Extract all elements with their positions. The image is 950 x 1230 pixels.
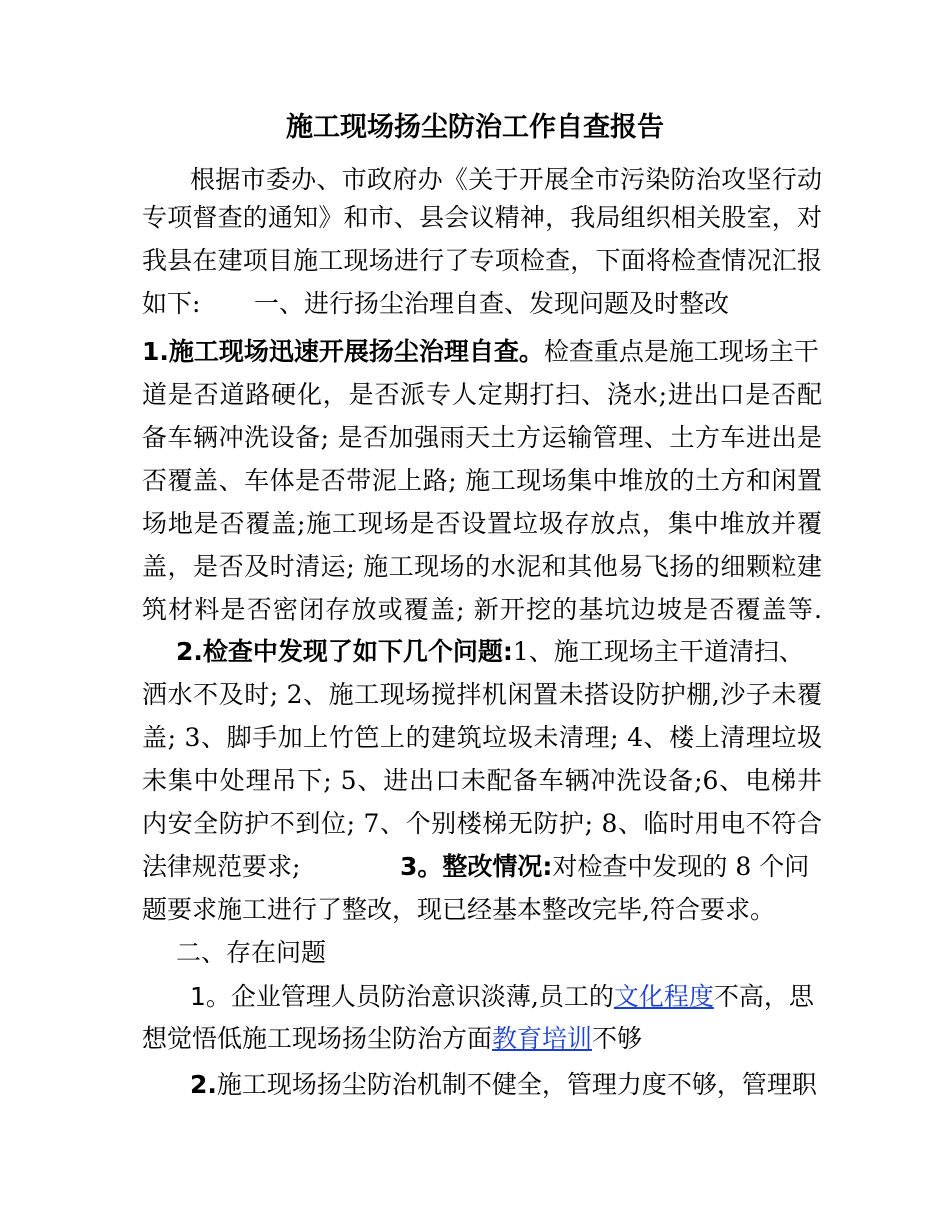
section-2-heading: 二、存在问题	[176, 938, 327, 967]
section-2-item-2-line-1	[190, 1068, 822, 1102]
item-1-heading: 1.施工现场迅速开展扬尘治理自查。	[142, 337, 544, 366]
item-1-line-6: 盖，是否及时清运; 施工现场的水泥和其他易飞扬的细颗粒建	[142, 552, 822, 581]
item-2-line-2: 洒水不及时; 2、施工现场搅拌机闲置未搭设防护棚,沙子未覆	[142, 680, 822, 709]
intro-line-3: 我县在建项目施工现场进行了专项检查，下面将检查情况汇报	[142, 246, 822, 275]
item-1-line-7: 筑材料是否密闭存放或覆盖; 新开挖的基坑边坡是否覆盖等.	[142, 595, 822, 624]
document-title: 施工现场扬尘防治工作自查报告	[286, 112, 664, 143]
section-2-item-1-line-2	[142, 1022, 822, 1056]
link-wenhua-chengdu[interactable]: 文化程度	[613, 982, 714, 1011]
section-2-item-1-line-2-text-a: 想觉悟低施工现场扬尘防治方面	[142, 1024, 493, 1053]
item-3-text: 对检查中发现的 8 个问	[552, 852, 810, 881]
item-1-line-1	[142, 335, 822, 369]
item-2-text: 1、施工现场主干道清扫、	[512, 637, 804, 666]
item-1-line-2: 道是否道路硬化，是否派专人定期打扫、浇水;进出口是否配	[142, 380, 822, 409]
item-1-line-4: 否覆盖、车体是否带泥上路; 施工现场集中堆放的土方和闲置	[142, 466, 822, 495]
intro-line-2: 专项督查的通知》和市、县会议精神，我局组织相关股室，对	[142, 203, 822, 232]
intro-line-4-prefix: 如下:	[142, 289, 201, 318]
item-2-line-1	[176, 635, 822, 669]
item-1-line-5: 场地是否覆盖;施工现场是否设置垃圾存放点，集中堆放并覆	[142, 509, 822, 538]
item-2-line-3: 盖; 3、脚手加上竹笆上的建筑垃圾未清理; 4、楼上清理垃圾	[142, 723, 822, 752]
item-2-line-5: 内安全防护不到位; 7、个别楼梯无防护; 8、临时用电不符合	[142, 809, 822, 838]
intro-line-4	[142, 287, 822, 321]
intro-line-1: 根据市委办、市政府办《关于开展全市污染防治攻坚行动	[190, 165, 822, 194]
item-2-heading: 2.检查中发现了如下几个问题:	[176, 637, 513, 666]
item-3-heading: 3。整改情况:	[400, 852, 553, 881]
section-2-item-2-text: 施工现场扬尘防治机制不健全，管理力度不够，管理职	[216, 1070, 817, 1099]
item-1-text: 检查重点是施工现场主干	[543, 337, 819, 366]
section-2-item-1-number: 1。	[190, 982, 231, 1011]
section-2-item-1-text-a: 企业管理人员防治意识淡薄,员工的	[230, 982, 614, 1011]
section-2-item-2-number: 2.	[190, 1070, 217, 1099]
section-2-item-1-line-2-text-b: 不够	[592, 1024, 643, 1053]
item-2-line-4: 未集中处理吊下; 5、进出口未配备车辆冲洗设备;6、电梯井	[142, 766, 822, 795]
item-3-wrap	[400, 850, 809, 884]
link-jiaoyu-peixun[interactable]: 教育培训	[492, 1024, 593, 1053]
item-1-line-3: 备车辆冲洗设备; 是否加强雨天土方运输管理、土方车进出是	[142, 423, 822, 452]
section-2-item-1-text-b: 不高，思	[713, 982, 814, 1011]
section-2-item-1-line-1	[190, 980, 822, 1014]
section-1-heading: 一、进行扬尘治理自查、发现问题及时整改	[254, 289, 730, 318]
item-2-line-6-prefix: 法律规范要求;	[142, 852, 301, 881]
item-2-line-6	[142, 850, 822, 884]
item-2-line-7: 题要求施工进行了整改，现已经基本整改完毕,符合要求。	[142, 895, 775, 924]
